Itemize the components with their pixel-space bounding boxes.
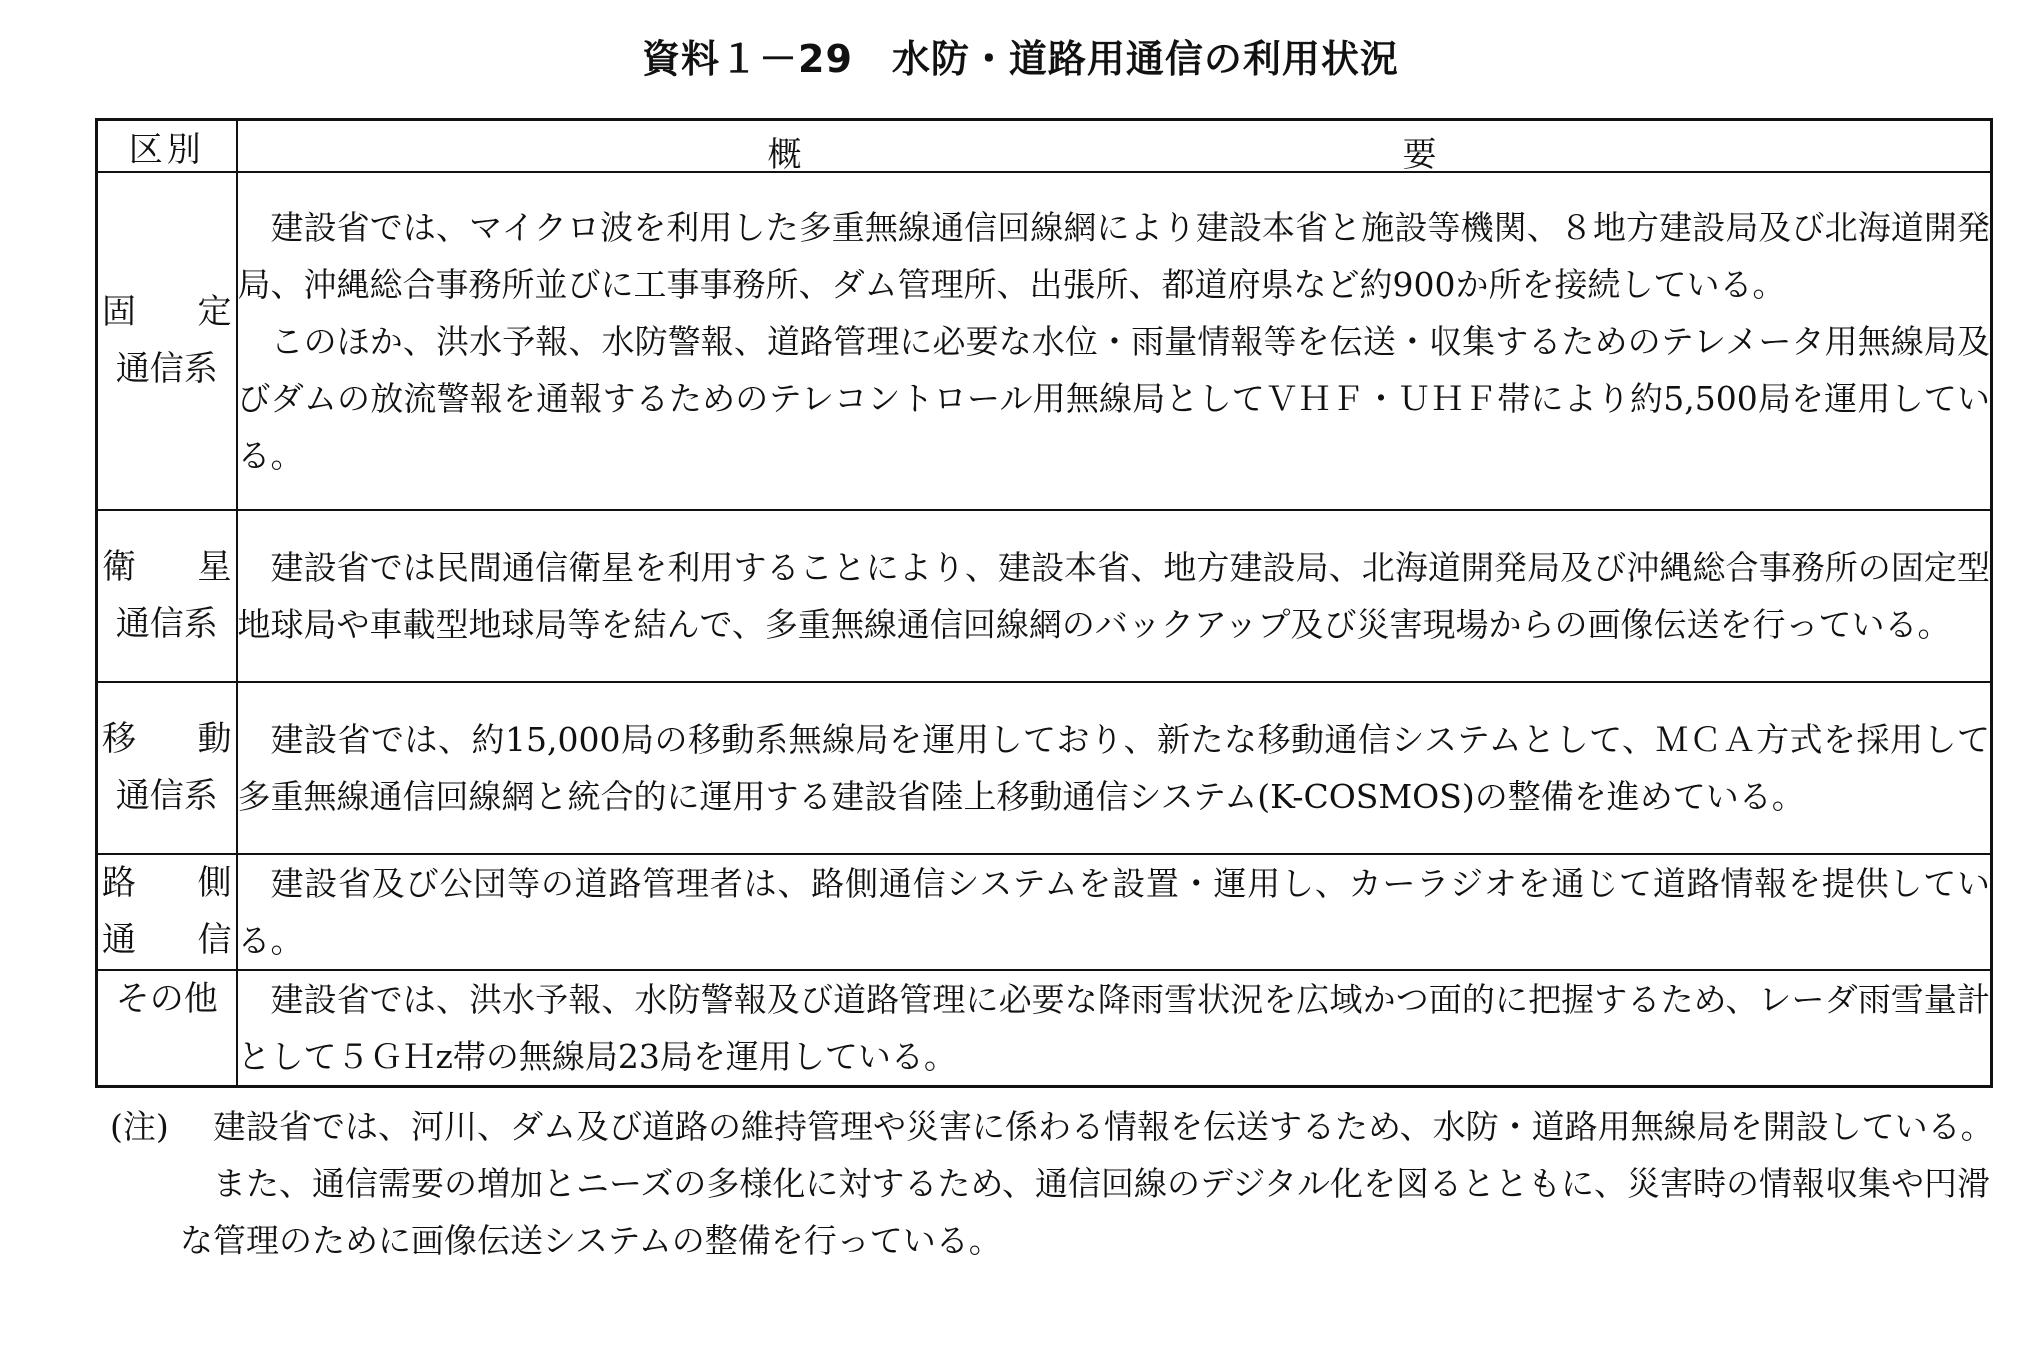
table-row-mobile-communication [97, 682, 1992, 854]
kubun-text: 路 [102, 863, 136, 903]
kubun-line [98, 912, 236, 969]
kubun-line [98, 855, 236, 912]
kubun-line [98, 341, 236, 398]
kubun-line [98, 768, 236, 825]
page-title: 資料１－29 水防・道路用通信の利用状況 [642, 37, 1399, 81]
table-row-other [97, 970, 1992, 1087]
footnote [110, 1098, 2000, 1269]
content-paragraph: 建設省では、洪水予報、水防警報及び道路管理に必要な降雨雪状況を広域かつ面的に把握するため、レーダ雨雪量計として５ＧＨz帯の無線局23局を運用している。 [237, 980, 1990, 1076]
header-gaiyo-char-2: 要 [1402, 135, 1437, 175]
header-kubun: 区別 [97, 120, 237, 173]
content-cell [237, 970, 1992, 1087]
footnote-body [180, 1098, 2000, 1269]
usage-table [95, 118, 1993, 1088]
content-cell [237, 172, 1992, 510]
kubun-cell [97, 172, 237, 510]
table-row-satellite-communication [97, 510, 1992, 682]
kubun-cell [97, 854, 237, 970]
kubun-line [98, 711, 236, 768]
header-gaiyo-char-1: 概 [767, 135, 802, 175]
table-row-roadside-communication [97, 854, 1992, 970]
kubun-line [98, 971, 236, 1028]
kubun-cell [97, 970, 237, 1087]
header-gaiyo [237, 120, 1992, 173]
kubun-text: その他 [115, 979, 218, 1019]
kubun-text: 定 [197, 292, 232, 332]
kubun-text: 通信系 [115, 776, 218, 816]
content-paragraph: このほか、洪水予報、水防警報、道路管理に必要な水位・雨量情報等を伝送・収集するためのテレメータ用無線局及びダムの放流警報を通報するためのテレコントロール用無線局としてＶＨＦ・ＵＨＦ帯により約5,500局を運用している。 [237, 321, 1990, 475]
kubun-text: 星 [197, 547, 232, 587]
content-cell [237, 854, 1992, 970]
kubun-cell [97, 510, 237, 682]
kubun-text: 衛 [102, 547, 136, 587]
table-row-fixed-communication [97, 172, 1992, 510]
footnote-paragraph: 建設省では、河川、ダム及び道路の維持管理や災害に係わる情報を伝送するため、水防・道路用無線局を開設している。 [213, 1107, 1994, 1146]
content-paragraph: 建設省及び公団等の道路管理者は、路側通信システムを設置・運用し、カーラジオを通じて道路情報を提供している。 [237, 864, 1990, 960]
kubun-text: 通信系 [115, 349, 218, 389]
content-cell [237, 682, 1992, 854]
kubun-text: 通 [102, 920, 136, 960]
kubun-text: 動 [197, 719, 232, 759]
table-header-row [97, 120, 1992, 173]
footnote-mark: (注) [110, 1107, 169, 1146]
kubun-line [98, 539, 236, 596]
kubun-line [98, 596, 236, 653]
kubun-text: 信 [197, 920, 232, 960]
footnote-paragraph: また、通信需要の増加とニーズの多様化に対するため、通信回線のデジタル化を図るとともに、災害時の情報収集や円滑な管理のために画像伝送システムの整備を行っている。 [180, 1164, 1991, 1260]
kubun-text: 移 [102, 719, 136, 759]
kubun-text: 通信系 [115, 604, 218, 644]
kubun-cell [97, 682, 237, 854]
content-paragraph: 建設省では、マイクロ波を利用した多重無線通信回線網により建設本省と施設等機関、８地方建設局及び北海道開発局、沖縄総合事務所並びに工事事務所、ダム管理所、出張所、都道府県など約900か所を接続している。 [237, 207, 1990, 304]
kubun-text: 側 [197, 863, 232, 903]
content-paragraph: 建設省では、約15,000局の移動系無線局を運用しており、新たな移動通信システムとして、ＭＣＡ方式を採用して多重無線通信回線網と統合的に運用する建設省陸上移動通信システム(K-COSMOS)の整備を進めている。 [237, 720, 1990, 816]
content-paragraph: 建設省では民間通信衛星を利用することにより、建設本省、地方建設局、北海道開発局及び沖縄総合事務所の固定型地球局や車載型地球局等を結んで、多重無線通信回線網のバックアップ及び災害現場からの画像伝送を行っている。 [237, 548, 1990, 644]
content-cell [237, 510, 1992, 682]
kubun-line [98, 284, 236, 341]
kubun-text: 固 [102, 292, 136, 332]
